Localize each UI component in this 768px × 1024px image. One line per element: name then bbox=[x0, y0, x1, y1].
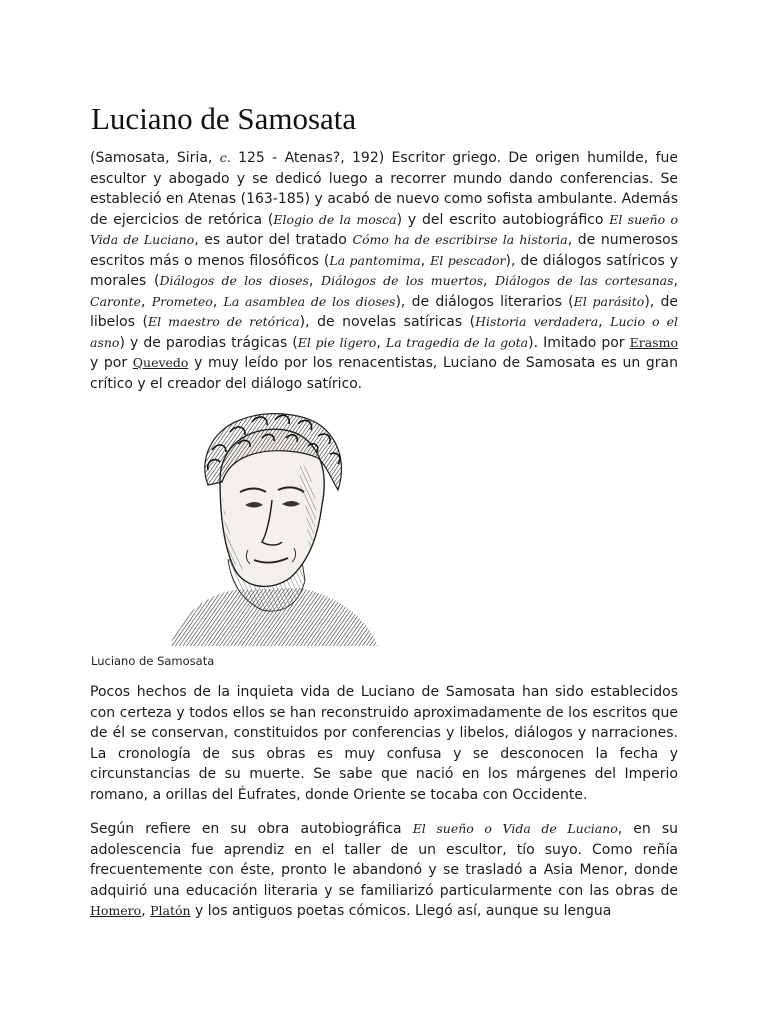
work-title: Cómo ha de escribirse la historia bbox=[352, 232, 568, 247]
text: (Samosata, Siria, bbox=[90, 150, 220, 166]
work-title: El pescador bbox=[430, 252, 506, 268]
work-title: Diálogos de los muertos bbox=[321, 273, 484, 288]
text: ) y de parodias trágicas ( bbox=[119, 334, 298, 351]
page-title: Luciano de Samosata bbox=[91, 101, 357, 136]
separator: , bbox=[598, 314, 611, 330]
work-title: Lucio o el asno bbox=[90, 314, 679, 350]
image-caption: Luciano de Samosata bbox=[91, 654, 215, 668]
work-title: Caronte bbox=[90, 293, 141, 309]
link-platon[interactable]: Platón bbox=[150, 903, 191, 918]
work-title: El pie ligero bbox=[297, 334, 377, 350]
text: ), de libelos ( bbox=[90, 293, 678, 330]
work-title: La asamblea de los dioses bbox=[223, 293, 396, 309]
intro-paragraph bbox=[90, 148, 678, 394]
text: , en su adolescencia fue aprendiz en el taller de un escultor, tío suyo. Como reñía frecuentemente con éste, pronto le abandonó y se trasladó a Asia Menor, donde adquirió una educación literaria y se familiarizó particularmente con las obras de bbox=[90, 821, 678, 899]
text: y muy leído por los renacentistas, Luciano de Samosata es un gran crítico y el creador del diálogo satírico. bbox=[90, 355, 678, 392]
link-quevedo[interactable]: Quevedo bbox=[132, 355, 189, 370]
text: ) y del escrito autobiográfico bbox=[396, 211, 610, 228]
work-title: La tragedia de la gota bbox=[385, 334, 529, 350]
work-title: Prometeo bbox=[151, 293, 213, 309]
text: , es autor del tratado bbox=[194, 232, 353, 248]
work-title: Elogio de la mosca bbox=[273, 211, 397, 227]
work-title: Diálogos de los dioses bbox=[159, 273, 309, 288]
circa-abbrev: c. bbox=[219, 150, 231, 165]
work-title: Diálogos de las cortesanas bbox=[495, 273, 674, 288]
work-title: Historia verdadera bbox=[475, 314, 599, 329]
work-title: El sueño o Vida de Luciano bbox=[90, 211, 678, 247]
text: ), de diálogos literarios ( bbox=[395, 293, 574, 310]
separator: , bbox=[420, 252, 431, 269]
separator: , bbox=[308, 273, 322, 289]
separator: , bbox=[141, 903, 151, 919]
body-paragraph bbox=[90, 819, 678, 922]
text: y por bbox=[90, 355, 133, 371]
text: 125 - Atenas?, 192) Escritor griego. De origen humilde, fue escultor y abogado y se dedicó luego a recorrer mundo dando conferencias. Se estableció en Atenas (163-185) y acabó de nuevo como sofista ambulante. Además de ejercicios de retórica ( bbox=[90, 150, 679, 228]
text: y los antiguos poetas cómicos. Llegó así, aunque su lengua bbox=[190, 903, 612, 919]
link-erasmo[interactable]: Erasmo bbox=[629, 334, 678, 350]
link-homero[interactable]: Homero bbox=[90, 903, 142, 918]
work-title: La pantomima bbox=[329, 252, 421, 268]
text: ), de novelas satíricas ( bbox=[299, 314, 476, 330]
body-paragraph: Pocos hechos de la inquieta vida de Luciano de Samosata han sido establecidos con certeza y todos ellos se han reconstruido aproximadamente de los escritos que de él se conservan, constituidos por conferencias y libelos, diálogos y narraciones. La cronología de sus obras es muy confusa y se desconocen la fecha y circunstancias de su muerte. Se sabe que nació en los márgenes del Imperio romano, a orillas del Éufrates, donde Oriente se tocaba con Occidente. bbox=[90, 684, 678, 803]
separator: , bbox=[483, 273, 496, 289]
text: ). Imitado por bbox=[528, 334, 630, 351]
portrait-image bbox=[150, 410, 390, 646]
separator: , bbox=[673, 273, 678, 289]
work-title: El parásito bbox=[573, 293, 645, 309]
text: Según refiere en su obra autobiográfica bbox=[90, 821, 413, 837]
work-title: El maestro de retórica bbox=[148, 314, 300, 329]
separator: , bbox=[141, 293, 152, 310]
separator: , bbox=[212, 293, 224, 310]
text: ), de diálogos satíricos y morales ( bbox=[90, 252, 678, 289]
work-title: El sueño o Vida de Luciano bbox=[412, 821, 618, 836]
text: , de numerosos escritos más o menos filosóficos ( bbox=[90, 232, 679, 269]
separator: , bbox=[376, 334, 386, 351]
